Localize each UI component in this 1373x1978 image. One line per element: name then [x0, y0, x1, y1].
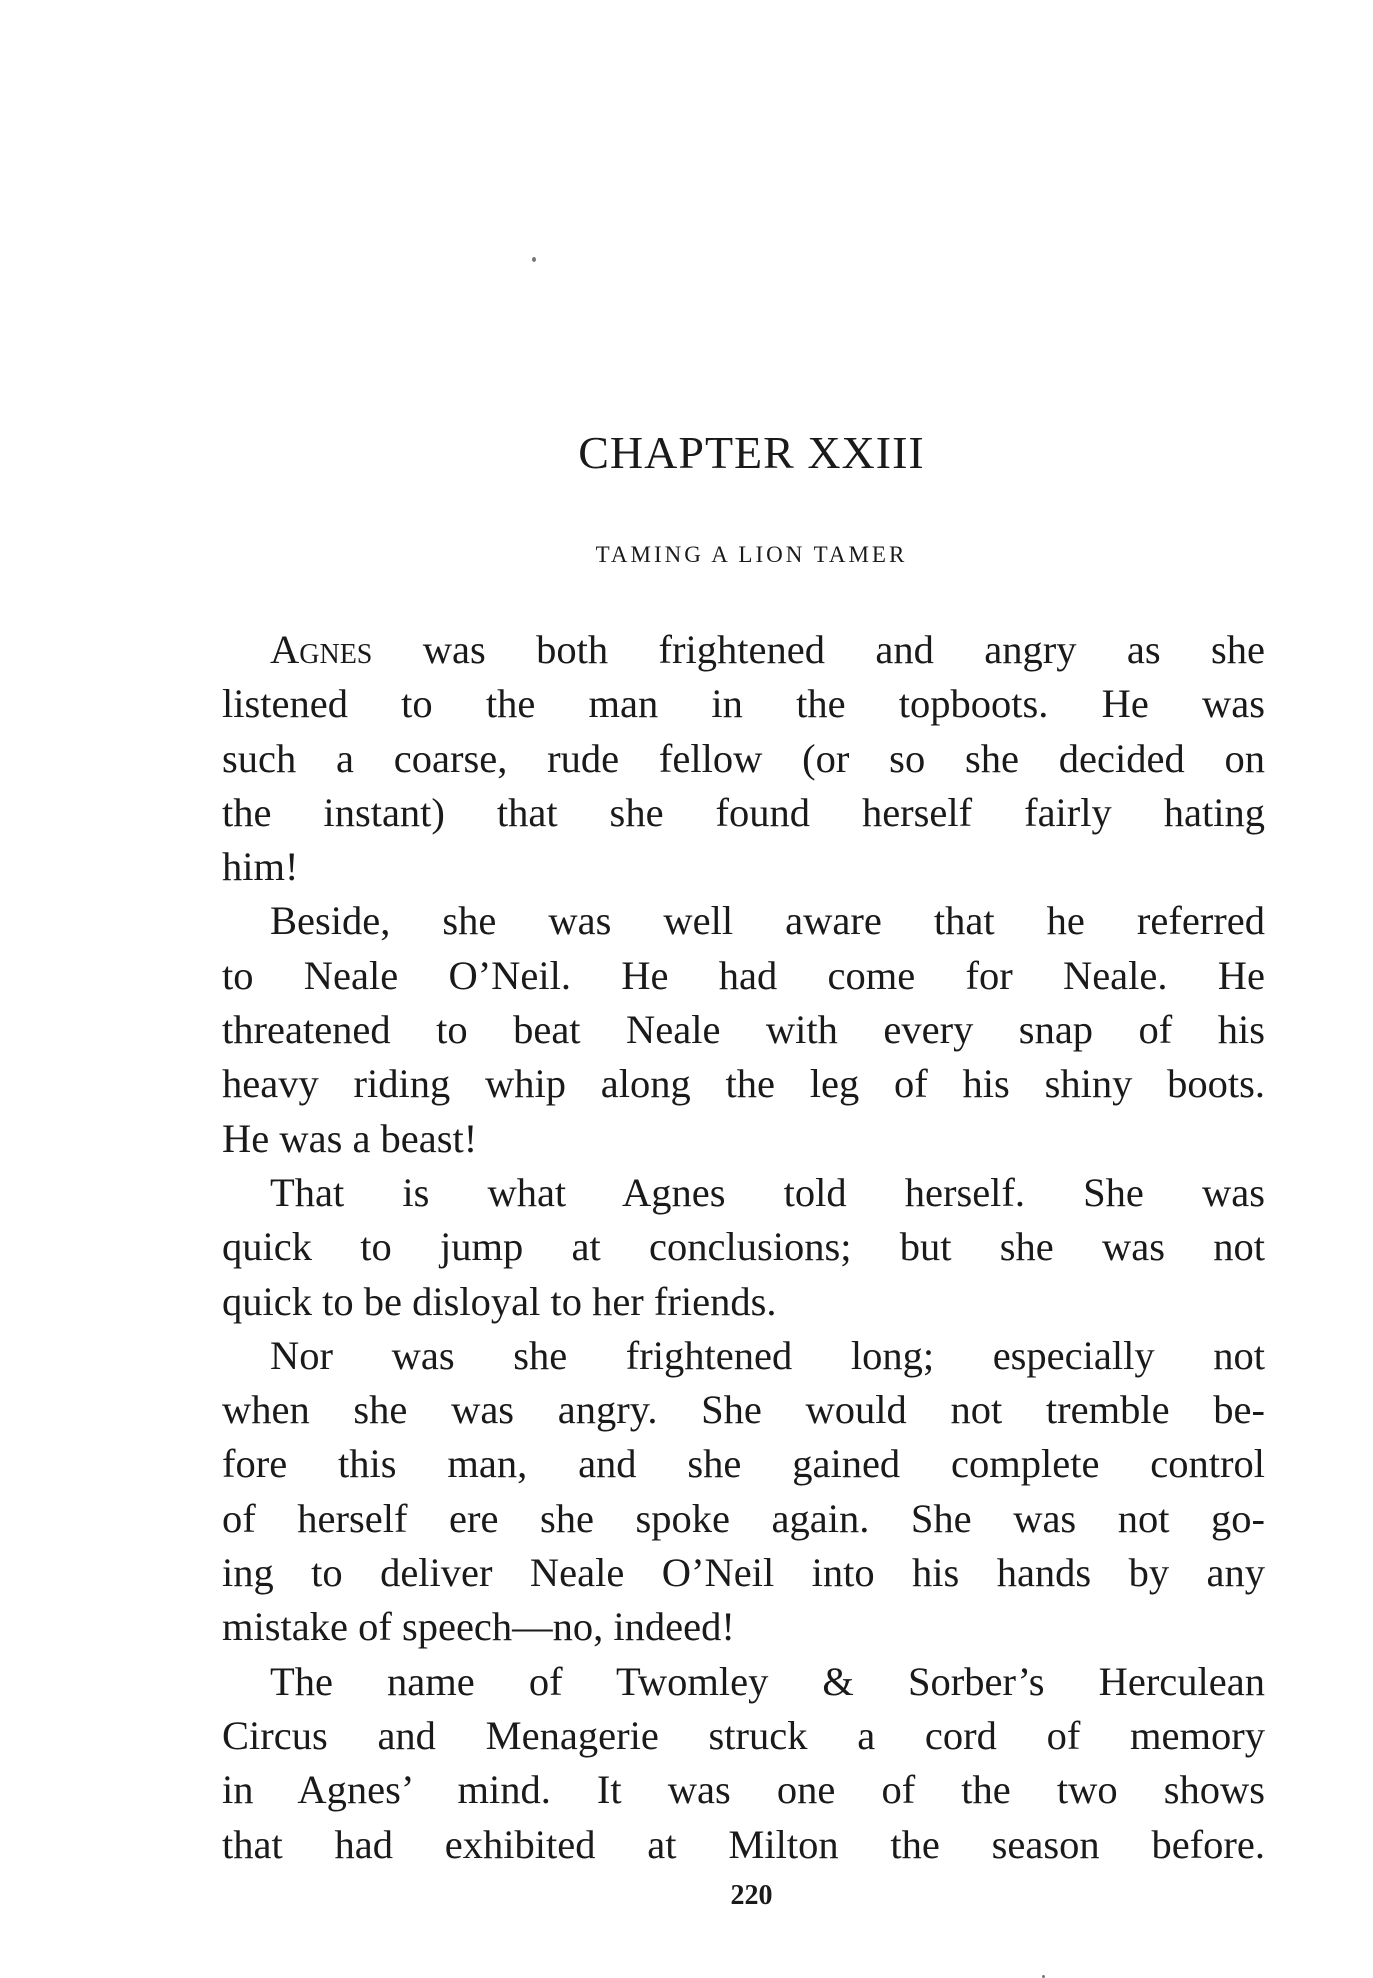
- paragraph: [222, 1655, 1265, 1872]
- line-text: was both frightened and angry as she: [372, 627, 1265, 672]
- paragraph: [222, 623, 1265, 894]
- chapter-body: [222, 623, 1265, 1872]
- text-line: such a coarse, rude fellow (or so she decided on: [222, 735, 1265, 781]
- text-line: Nor was she frightened long; especially not: [270, 1332, 1265, 1378]
- text-line: that had exhibited at Milton the season before.: [222, 1821, 1265, 1867]
- text-line: That is what Agnes told herself. She was: [270, 1169, 1265, 1215]
- drop-word: Agnes: [270, 627, 373, 672]
- text-line: He was a beast!: [222, 1115, 478, 1161]
- text-line: him!: [222, 844, 299, 890]
- paragraph: [222, 1329, 1265, 1655]
- text-line: heavy riding whip along the leg of his shiny boots.: [222, 1061, 1265, 1107]
- text-line: [222, 623, 1265, 677]
- paragraph: [222, 1166, 1265, 1329]
- text-line: threatened to beat Neale with every snap of his: [222, 1007, 1265, 1053]
- text-line: The name of Twomley & Sorber’s Herculean: [270, 1658, 1265, 1704]
- scan-speck: [532, 257, 536, 262]
- paragraph: [222, 894, 1265, 1165]
- text-line: mistake of speech—no, indeed!: [222, 1604, 735, 1650]
- text-line: listened to the man in the topboots. He was: [222, 681, 1265, 727]
- chapter-subtitle: TAMING A LION TAMER: [595, 542, 908, 567]
- chapter-heading: CHAPTER XXIII: [578, 427, 925, 478]
- text-line: quick to jump at conclusions; but she was not: [222, 1224, 1265, 1270]
- text-line: ing to deliver Neale O’Neil into his hands by any: [222, 1550, 1265, 1596]
- text-line: in Agnes’ mind. It was one of the two shows: [222, 1767, 1265, 1813]
- text-line: the instant) that she found herself fairly hating: [222, 789, 1265, 835]
- text-line: of herself ere she spoke again. She was not go-: [222, 1495, 1265, 1541]
- text-line: quick to be disloyal to her friends.: [222, 1278, 777, 1324]
- text-line: to Neale O’Neil. He had come for Neale. He: [222, 952, 1265, 998]
- text-line: Beside, she was well aware that he referred: [270, 898, 1265, 944]
- text-line: Circus and Menagerie struck a cord of memory: [222, 1712, 1265, 1758]
- page-number: 220: [730, 1880, 773, 1911]
- text-line: when she was angry. She would not tremble be-: [222, 1387, 1265, 1433]
- text-line: fore this man, and she gained complete control: [222, 1441, 1265, 1487]
